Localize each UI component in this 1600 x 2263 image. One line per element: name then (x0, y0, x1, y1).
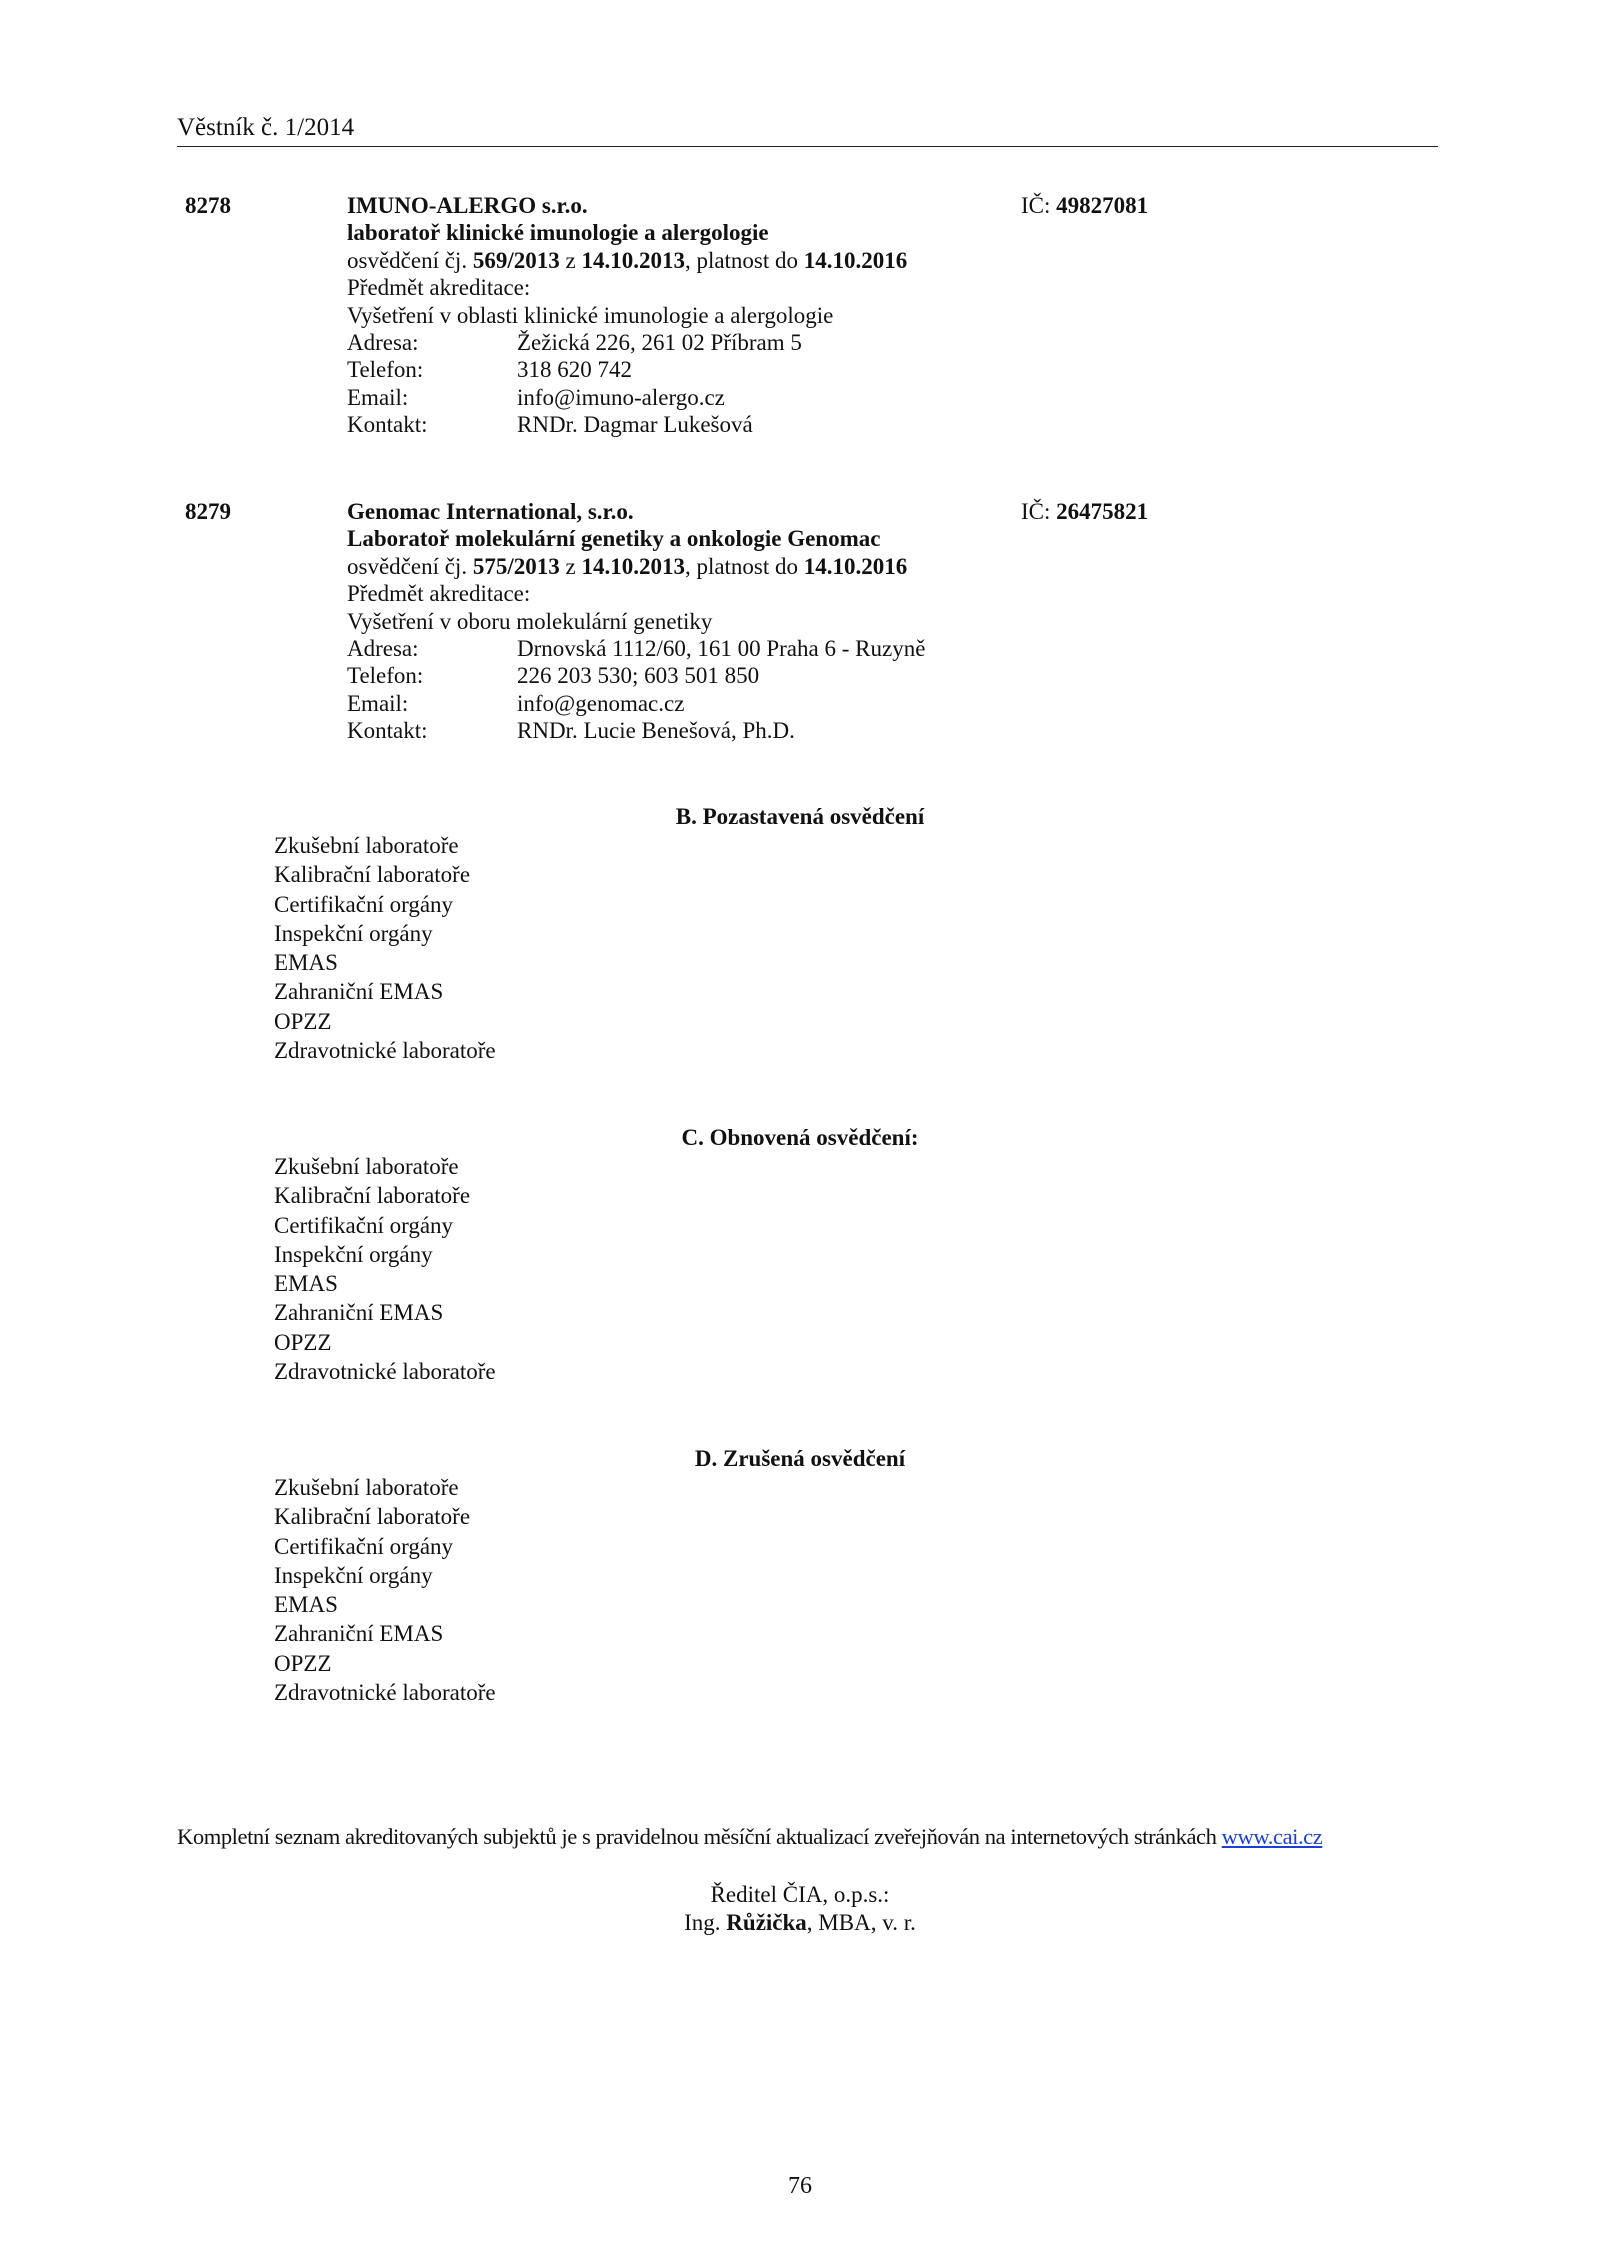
ic-label: IČ: (1021, 193, 1057, 218)
entry-number: 8279 (185, 499, 231, 524)
list-item-label: Certifikační orgány (274, 891, 454, 917)
list-item (0, 832, 700, 861)
list-item (0, 1037, 700, 1066)
list-item (0, 920, 700, 949)
email-label: Email: (347, 690, 409, 716)
section-list-c (0, 1153, 700, 1387)
cert-z: z (559, 553, 582, 579)
list-item-label: OPZZ (274, 1650, 332, 1676)
list-item (0, 1650, 700, 1679)
list-item-label: Zahraniční EMAS (274, 1621, 444, 1647)
footer-note-text: Kompletní seznam akreditovaných subjektů je s pravidelnou měsíční aktualizací zveřejňován na internetových stránkách (177, 1824, 1222, 1849)
list-item (0, 1182, 700, 1211)
footer-note (177, 1823, 1438, 1850)
cert-valid: , platnost do (684, 247, 804, 273)
entry-name: Genomac International, s.r.o. (347, 499, 634, 524)
list-item-label: Zdravotnické laboratoře (274, 1038, 496, 1064)
entry-lab: laboratoř klinické imunologie a alergologie (347, 220, 769, 246)
cert-date: 14.10.2013 (581, 247, 685, 273)
subject-label: Předmět akreditace: (347, 275, 531, 301)
list-item-label: Zahraniční EMAS (274, 1300, 444, 1326)
list-item-label: Inspekční orgány (274, 1562, 433, 1588)
email-label: Email: (347, 384, 409, 410)
list-item-label: Kalibrační laboratoře (274, 1183, 471, 1209)
address-label: Adresa: (347, 329, 419, 355)
list-item (0, 1503, 700, 1532)
list-item (0, 1679, 700, 1708)
list-item (0, 1620, 700, 1649)
signature-name: Růžička (726, 1910, 807, 1935)
section-list-b (0, 832, 700, 1066)
cert-z: z (559, 247, 582, 273)
email-value: info@genomac.cz (517, 690, 685, 716)
list-item-label: Zkušební laboratoře (274, 833, 459, 858)
cert-prefix: osvědčení čj. (347, 553, 473, 579)
address-row (347, 329, 997, 356)
list-item-label: OPZZ (274, 1008, 332, 1034)
address-value: Drnovská 1112/60, 161 00 Praha 6 - Ruzyně (517, 635, 926, 661)
list-item (0, 1533, 700, 1562)
list-item-label: Zkušební laboratoře (274, 1475, 459, 1500)
ic-value: 49827081 (1056, 193, 1149, 218)
page-number: 76 (788, 2173, 812, 2199)
list-item (0, 949, 700, 978)
cai-website-link[interactable]: www.cai.cz (1221, 1824, 1323, 1849)
signature-suffix: , MBA, v. r. (806, 1910, 916, 1935)
contact-label: Kontakt: (347, 412, 428, 438)
director-signature (0, 1909, 1600, 1936)
phone-label: Telefon: (347, 357, 424, 383)
contact-label: Kontakt: (347, 718, 428, 744)
contact-row (347, 411, 997, 438)
entry-lab: Laboratoř molekulární genetiky a onkologie Genomac (347, 526, 881, 552)
phone-row (347, 356, 997, 383)
subject-label: Předmět akreditace: (347, 581, 531, 607)
list-item (0, 1008, 700, 1037)
subject-text: Vyšetření v oblasti klinické imunologie a alergologie (347, 302, 834, 328)
ic-label: IČ: (1021, 499, 1057, 524)
list-item-label: EMAS (274, 950, 338, 976)
list-item (0, 1212, 700, 1241)
cert-prefix: osvědčení čj. (347, 247, 473, 273)
list-item-label: EMAS (274, 1271, 338, 1297)
list-item (0, 1474, 700, 1503)
signature-prefix: Ing. (684, 1910, 727, 1935)
cert-valid-date: 14.10.2016 (803, 247, 908, 273)
cert-number: 569/2013 (472, 247, 560, 273)
list-item-label: Certifikační orgány (274, 1533, 454, 1559)
phone-value: 318 620 742 (517, 357, 632, 383)
header-divider (177, 146, 1438, 147)
entry-body (347, 498, 997, 745)
list-item-label: Zkušební laboratoře (274, 1154, 459, 1179)
section-heading-b: B. Pozastavená osvědčení (675, 804, 925, 829)
list-item-label: Kalibrační laboratoře (274, 862, 471, 888)
address-row (347, 635, 997, 662)
entry-certificate (347, 553, 997, 580)
subject-text: Vyšetření v oboru molekulární genetiky (347, 608, 713, 634)
phone-row (347, 662, 997, 689)
list-item (0, 1358, 700, 1387)
contact-value: RNDr. Dagmar Lukešová (517, 412, 753, 438)
cert-valid-date: 14.10.2016 (803, 553, 908, 579)
list-item (0, 1562, 700, 1591)
entry-name: IMUNO-ALERGO s.r.o. (347, 193, 588, 218)
list-item (0, 1153, 700, 1182)
phone-label: Telefon: (347, 663, 424, 689)
page-header-title: Věstník č. 1/2014 (177, 114, 355, 141)
list-item-label: Inspekční orgány (274, 920, 433, 946)
entry-ic (1021, 192, 1148, 219)
director-title: Ředitel ČIA, o.p.s.: (710, 1882, 890, 1907)
list-item (0, 1299, 700, 1328)
list-item (0, 978, 700, 1007)
list-item-label: Inspekční orgány (274, 1241, 433, 1267)
phone-value: 226 203 530; 603 501 850 (517, 663, 760, 689)
address-label: Adresa: (347, 635, 419, 661)
list-item-label: Zdravotnické laboratoře (274, 1680, 496, 1706)
contact-row (347, 717, 997, 744)
list-item (0, 891, 700, 920)
entry-body (347, 192, 997, 439)
entry-ic (1021, 498, 1148, 525)
list-item-label: Certifikační orgány (274, 1212, 454, 1238)
entry-number: 8278 (185, 193, 231, 218)
cert-valid: , platnost do (684, 553, 804, 579)
address-value: Žežická 226, 261 02 Příbram 5 (517, 329, 802, 355)
list-item (0, 861, 700, 890)
section-heading-d: D. Zrušená osvědčení (694, 1446, 906, 1471)
cert-number: 575/2013 (472, 553, 560, 579)
ic-value: 26475821 (1056, 499, 1149, 524)
list-item (0, 1591, 700, 1620)
list-item-label: OPZZ (274, 1329, 332, 1355)
list-item (0, 1329, 700, 1358)
email-row (347, 384, 997, 411)
contact-value: RNDr. Lucie Benešová, Ph.D. (517, 718, 795, 744)
email-value: info@imuno-alergo.cz (517, 384, 725, 410)
cert-date: 14.10.2013 (581, 553, 685, 579)
list-item-label: Kalibrační laboratoře (274, 1504, 471, 1530)
list-item-label: EMAS (274, 1592, 338, 1618)
entry-certificate (347, 247, 997, 274)
email-row (347, 690, 997, 717)
section-list-d (0, 1474, 700, 1708)
list-item (0, 1241, 700, 1270)
list-item-label: Zahraniční EMAS (274, 979, 444, 1005)
section-heading-c: C. Obnovená osvědčení: (681, 1125, 919, 1150)
list-item (0, 1270, 700, 1299)
list-item-label: Zdravotnické laboratoře (274, 1359, 496, 1385)
